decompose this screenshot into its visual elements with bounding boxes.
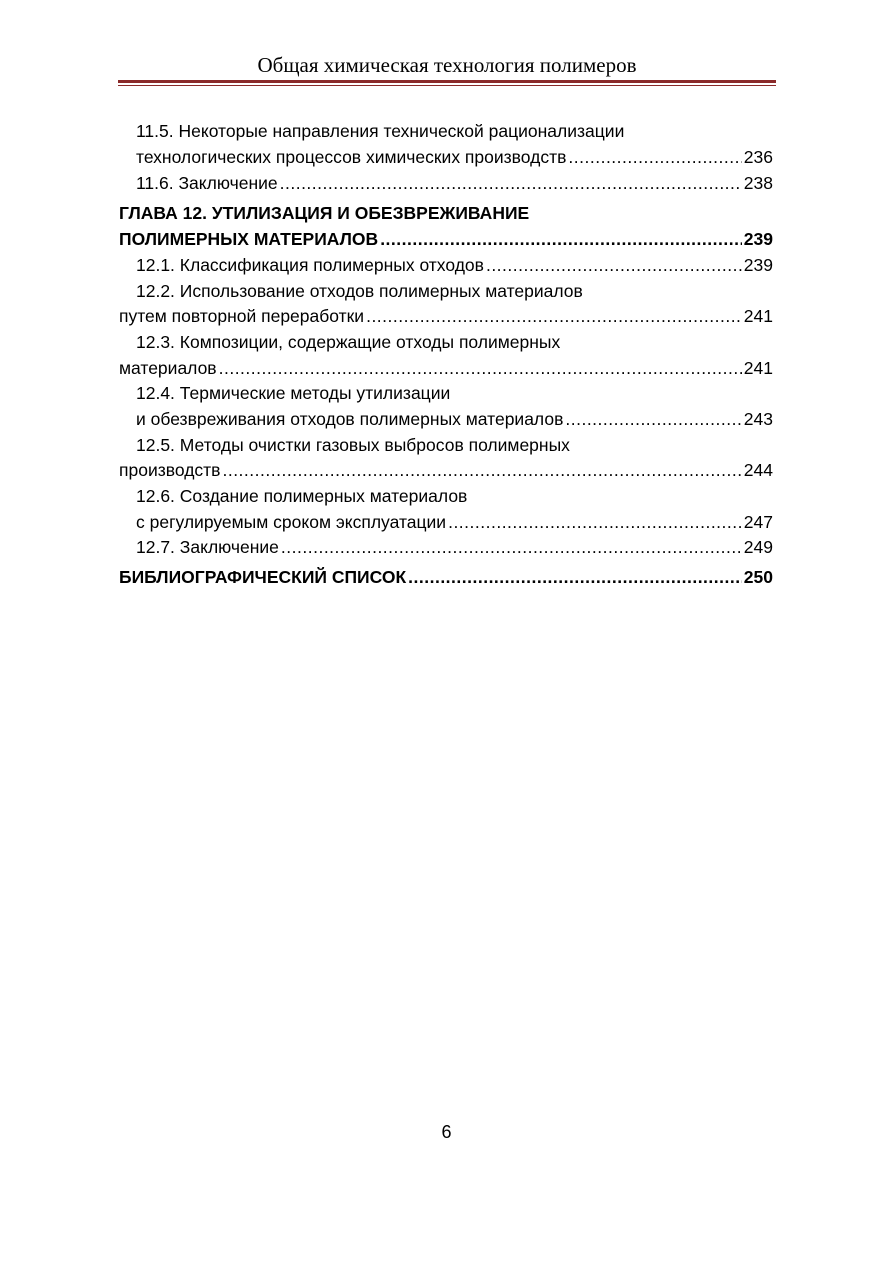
toc-entry-12-3-line1 — [136, 330, 773, 354]
dot-leader — [568, 145, 741, 169]
toc-page-number: 247 — [743, 512, 773, 532]
dot-leader — [281, 535, 742, 559]
toc-page-number: 239 — [743, 255, 773, 275]
toc-entry-12-6-line2[interactable] — [136, 510, 773, 534]
toc-entry-12-5-line2[interactable] — [119, 458, 773, 482]
toc-page-number: 243 — [743, 409, 773, 429]
toc-entry-title: 12.3. Композиции, содержащие отходы полимерных — [136, 332, 561, 352]
page-number: 6 — [441, 1122, 452, 1142]
toc-entry-12-7[interactable] — [136, 535, 773, 559]
toc-entry-title: 11.6. Заключение — [136, 173, 278, 193]
toc-entry-12-2-line2[interactable] — [119, 304, 773, 328]
dot-leader — [486, 253, 742, 277]
toc-entry-title: 12.5. Методы очистки газовых выбросов полимерных — [136, 435, 570, 455]
toc-entry-12-5-line1 — [136, 433, 773, 457]
toc-chapter-title: ГЛАВА 12. УТИЛИЗАЦИЯ И ОБЕЗВРЕЖИВАНИЕ — [119, 203, 530, 223]
toc-entry-title: 11.5. Некоторые направления технической рационализации — [136, 121, 625, 141]
toc-chapter-title: ПОЛИМЕРНЫХ МАТЕРИАЛОВ — [119, 229, 379, 249]
toc-chapter-12-line2[interactable] — [119, 227, 773, 251]
toc-chapter-12-line1 — [119, 201, 773, 225]
running-header-title: Общая химическая технология полимеров — [257, 53, 637, 77]
dot-leader — [366, 304, 742, 328]
toc-chapter-title: БИБЛИОГРАФИЧЕСКИЙ СПИСОК — [119, 567, 407, 587]
toc-entry-12-2-line1 — [136, 279, 773, 303]
toc-entry-title: 12.7. Заключение — [136, 537, 279, 557]
toc-page-number: 244 — [743, 460, 773, 480]
toc-entry-title: технологических процессов химических производств — [136, 147, 567, 167]
dot-leader — [222, 458, 741, 482]
toc-page-number: 241 — [743, 306, 773, 326]
toc-entry-11-6[interactable] — [136, 171, 773, 195]
toc-entry-title: 12.4. Термические методы утилизации — [136, 383, 451, 403]
dot-leader — [408, 565, 742, 589]
toc-bibliography[interactable] — [119, 565, 773, 589]
toc-entry-12-3-line2[interactable] — [119, 356, 773, 380]
dot-leader — [448, 510, 742, 534]
toc-page-number: 241 — [743, 358, 773, 378]
toc-entry-12-4-line2[interactable] — [136, 407, 773, 431]
toc-entry-12-1[interactable] — [136, 253, 773, 277]
dot-leader — [380, 227, 742, 251]
toc-entry-11-5-line2[interactable] — [136, 145, 773, 169]
toc-entry-title: с регулируемым сроком эксплуатации — [136, 512, 447, 532]
toc-entry-11-5-line1 — [136, 119, 773, 143]
toc-entry-title: материалов — [119, 358, 217, 378]
toc-page-number: 236 — [743, 147, 773, 167]
dot-leader — [565, 407, 741, 431]
toc-entry-title: 12.6. Создание полимерных материалов — [136, 486, 468, 506]
toc-page-number: 239 — [743, 229, 773, 249]
toc-entry-title: путем повторной переработки — [119, 306, 365, 326]
dot-leader — [219, 356, 742, 380]
toc-entry-title: 12.2. Использование отходов полимерных материалов — [136, 281, 583, 301]
dot-leader — [280, 171, 742, 195]
toc-entry-title: производств — [119, 460, 221, 480]
toc-entry-12-4-line1 — [136, 381, 773, 405]
toc-entry-title: и обезвреживания отходов полимерных материалов — [136, 409, 564, 429]
toc-page-number: 249 — [743, 537, 773, 557]
toc-page-number: 250 — [743, 567, 773, 587]
table-of-contents — [119, 0, 773, 600]
toc-entry-title: 12.1. Классификация полимерных отходов — [136, 255, 484, 275]
toc-entry-12-6-line1 — [136, 484, 773, 508]
toc-page-number: 238 — [743, 173, 773, 193]
